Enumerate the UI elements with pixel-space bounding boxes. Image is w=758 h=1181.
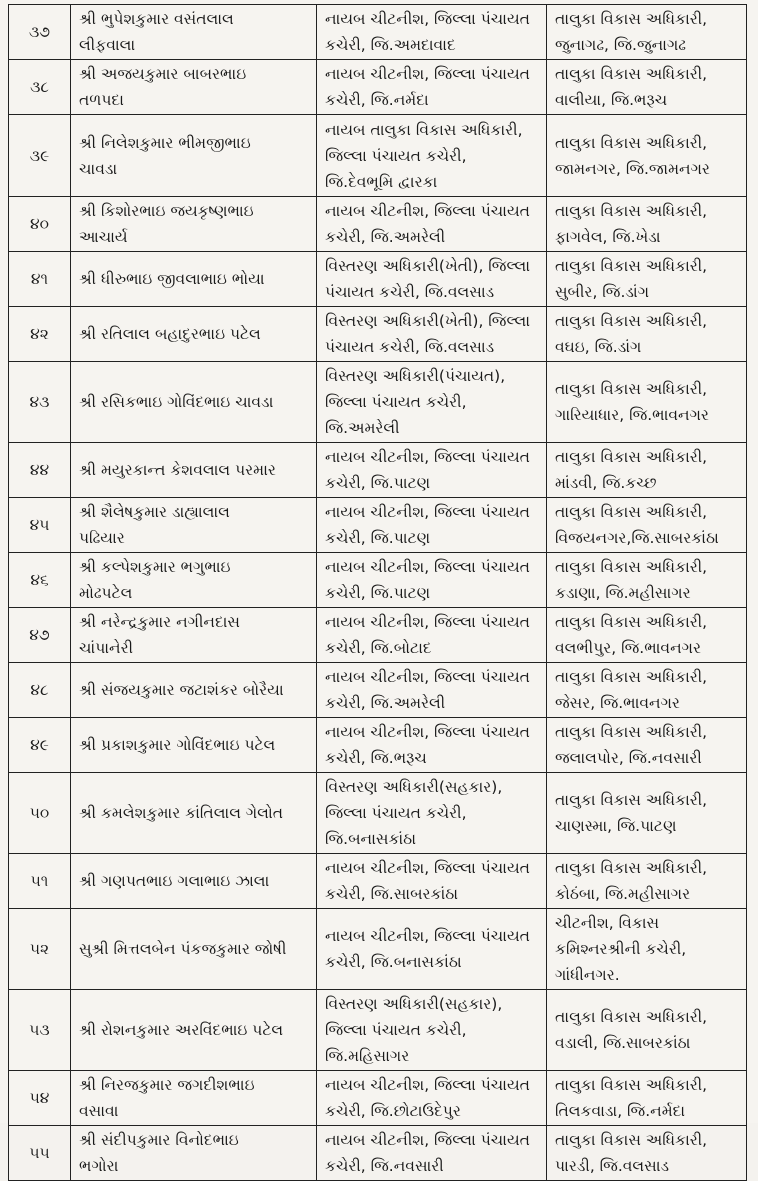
- table-row: [9, 553, 747, 608]
- current-post-cell: વિસ્તરણ અધિકારી(સહકાર), જિલ્લા પંચાયત કચેરી, જિ.બનાસકાંઠા: [317, 773, 547, 854]
- new-posting-cell: તાલુકા વિકાસ અધિકારી, કોઠંબા, જિ.મહીસાગર: [547, 854, 747, 909]
- current-post-cell: નાયબ ચીટનીશ, જિલ્લા પંચાયત કચેરી, જિ.બનાસકાંઠા: [317, 909, 547, 990]
- table-body: [9, 5, 747, 1181]
- current-post-cell: નાયબ ચીટનીશ, જિલ્લા પંચાયત કચેરી, જિ.પાટણ: [317, 443, 547, 498]
- table-row: [9, 252, 747, 307]
- serial-number-cell: ૩૯: [9, 115, 71, 197]
- officer-name-cell: શ્રી રોશનકુમાર અરવિંદભાઇ પટેલ: [71, 990, 317, 1071]
- current-post-cell: નાયબ ચીટનીશ, જિલ્લા પંચાયત કચેરી, જિ.અમરેલી: [317, 663, 547, 718]
- table-row: [9, 1071, 747, 1126]
- new-posting-cell: તાલુકા વિકાસ અધિકારી, જુનાગઢ, જિ.જુનાગઢ: [547, 5, 747, 60]
- table-row: [9, 307, 747, 362]
- new-posting-cell: તાલુકા વિકાસ અધિકારી, વડાલી, જિ.સાબરકાંઠા: [547, 990, 747, 1071]
- officer-name-cell: શ્રી સંજયકુમાર જટાશંકર બોરૈયા: [71, 663, 317, 718]
- serial-number-cell: ૪૫: [9, 498, 71, 553]
- current-post-cell: નાયબ ચીટનીશ, જિલ્લા પંચાયત કચેરી, જિ.બોટાદ: [317, 608, 547, 663]
- new-posting-cell: તાલુકા વિકાસ અધિકારી, જામનગર, જિ.જામનગર: [547, 115, 747, 197]
- officer-name-cell: શ્રી ભુપેશકુમાર વસંતલાલ લીફવાલા: [71, 5, 317, 60]
- officer-name-cell: શ્રી નરેન્દ્રકુમાર નગીનદાસ ચાંપાનેરી: [71, 608, 317, 663]
- current-post-cell: વિસ્તરણ અધિકારી(પંચાયત), જિલ્લા પંચાયત કચેરી, જિ.અમરેલી: [317, 362, 547, 443]
- current-post-cell: નાયબ ચીટનીશ, જિલ્લા પંચાયત કચેરી, જિ.અમદાવાદ: [317, 5, 547, 60]
- table-row: [9, 773, 747, 854]
- transfer-order-table: [8, 4, 747, 1181]
- new-posting-cell: તાલુકા વિકાસ અધિકારી, ચાણસ્મા, જિ.પાટણ: [547, 773, 747, 854]
- officer-name-cell: શ્રી કલ્પેશકુમાર ભગુભાઇ મોઢપટેલ: [71, 553, 317, 608]
- current-post-cell: નાયબ ચીટનીશ, જિલ્લા પંચાયત કચેરી, જિ.અમરેલી: [317, 197, 547, 252]
- serial-number-cell: ૫૦: [9, 773, 71, 854]
- table-row: [9, 443, 747, 498]
- serial-number-cell: ૪૮: [9, 663, 71, 718]
- table-row: [9, 197, 747, 252]
- table-row: [9, 498, 747, 553]
- new-posting-cell: તાલુકા વિકાસ અધિકારી, વિજયનગર,જિ.સાબરકાંઠા: [547, 498, 747, 553]
- officer-name-cell: શ્રી કિશોરભાઇ જયકૃષ્ણભાઇ આચાર્ય: [71, 197, 317, 252]
- new-posting-cell: તાલુકા વિકાસ અધિકારી, તિલકવાડા, જિ.નર્મદા: [547, 1071, 747, 1126]
- officer-name-cell: સુશ્રી મિત્તલબેન પંકજકુમાર જોષી: [71, 909, 317, 990]
- current-post-cell: નાયબ ચીટનીશ, જિલ્લા પંચાયત કચેરી, જિ.સાબરકાંઠા: [317, 854, 547, 909]
- table-row: [9, 362, 747, 443]
- serial-number-cell: ૪૪: [9, 443, 71, 498]
- new-posting-cell: તાલુકા વિકાસ અધિકારી, પારડી, જિ.વલસાડ: [547, 1126, 747, 1181]
- serial-number-cell: ૪૧: [9, 252, 71, 307]
- current-post-cell: વિસ્તરણ અધિકારી(ખેતી), જિલ્લા પંચાયત કચેરી, જિ.વલસાડ: [317, 252, 547, 307]
- officer-name-cell: શ્રી પ્રકાશકુમાર ગોવિંદભાઇ પટેલ: [71, 718, 317, 773]
- officer-name-cell: શ્રી કમલેશકુમાર કાંતિલાલ ગેલોત: [71, 773, 317, 854]
- new-posting-cell: ચીટનીશ, વિકાસ કમિશ્નરશ્રીની કચેરી, ગાંધીનગર.: [547, 909, 747, 990]
- serial-number-cell: ૫૪: [9, 1071, 71, 1126]
- current-post-cell: નાયબ ચીટનીશ, જિલ્લા પંચાયત કચેરી, જિ.પાટણ: [317, 553, 547, 608]
- table-row: [9, 663, 747, 718]
- officer-name-cell: શ્રી ગણપતભાઇ ગલાભાઇ ઝાલા: [71, 854, 317, 909]
- officer-name-cell: શ્રી શૈલેષકુમાર ડાહ્યાલાલ પઢિયાર: [71, 498, 317, 553]
- table-row: [9, 990, 747, 1071]
- new-posting-cell: તાલુકા વિકાસ અધિકારી, કડાણા, જિ.મહીસાગર: [547, 553, 747, 608]
- current-post-cell: નાયબ ચીટનીશ, જિલ્લા પંચાયત કચેરી, જિ.નર્મદા: [317, 60, 547, 115]
- serial-number-cell: ૪૭: [9, 608, 71, 663]
- new-posting-cell: તાલુકા વિકાસ અધિકારી, વલભીપુર, જિ.ભાવનગર: [547, 608, 747, 663]
- current-post-cell: નાયબ તાલુકા વિકાસ અધિકારી, જિલ્લા પંચાયત કચેરી, જિ.દેવભૂમિ દ્વારકા: [317, 115, 547, 197]
- current-post-cell: નાયબ ચીટનીશ, જિલ્લા પંચાયત કચેરી, જિ.છોટાઉદેપુર: [317, 1071, 547, 1126]
- current-post-cell: નાયબ ચીટનીશ, જિલ્લા પંચાયત કચેરી, જિ.પાટણ: [317, 498, 547, 553]
- table-row: [9, 854, 747, 909]
- table-row: [9, 5, 747, 60]
- officer-name-cell: શ્રી નિરજકુમાર જગદીશભાઇ વસાવા: [71, 1071, 317, 1126]
- serial-number-cell: ૪૨: [9, 307, 71, 362]
- table-row: [9, 1126, 747, 1181]
- serial-number-cell: ૫૨: [9, 909, 71, 990]
- serial-number-cell: ૫૩: [9, 990, 71, 1071]
- current-post-cell: વિસ્તરણ અધિકારી(ખેતી), જિલ્લા પંચાયત કચેરી, જિ.વલસાડ: [317, 307, 547, 362]
- new-posting-cell: તાલુકા વિકાસ અધિકારી, સુબીર, જિ.ડાંગ: [547, 252, 747, 307]
- officer-name-cell: શ્રી મયુરકાન્ત કેશવલાલ પરમાર: [71, 443, 317, 498]
- serial-number-cell: ૩૭: [9, 5, 71, 60]
- new-posting-cell: તાલુકા વિકાસ અધિકારી, જલાલપોર, જિ.નવસારી: [547, 718, 747, 773]
- new-posting-cell: તાલુકા વિકાસ અધિકારી, જેસર, જિ.ભાવનગર: [547, 663, 747, 718]
- new-posting-cell: તાલુકા વિકાસ અધિકારી, વાલીયા, જિ.ભરૂચ: [547, 60, 747, 115]
- table-row: [9, 909, 747, 990]
- current-post-cell: નાયબ ચીટનીશ, જિલ્લા પંચાયત કચેરી, જિ.નવસારી: [317, 1126, 547, 1181]
- new-posting-cell: તાલુકા વિકાસ અધિકારી, ગારિયાધાર, જિ.ભાવનગર: [547, 362, 747, 443]
- serial-number-cell: ૪૬: [9, 553, 71, 608]
- officer-name-cell: શ્રી રસિકભાઇ ગોવિંદભાઇ ચાવડા: [71, 362, 317, 443]
- serial-number-cell: ૪૩: [9, 362, 71, 443]
- officer-name-cell: શ્રી અજયકુમાર બાબરભાઇ તળપદા: [71, 60, 317, 115]
- table-row: [9, 115, 747, 197]
- new-posting-cell: તાલુકા વિકાસ અધિકારી, ફાગવેલ, જિ.ખેડા: [547, 197, 747, 252]
- new-posting-cell: તાલુકા વિકાસ અધિકારી, માંડવી, જિ.કચ્છ: [547, 443, 747, 498]
- table-row: [9, 60, 747, 115]
- table-row: [9, 718, 747, 773]
- officer-name-cell: શ્રી રતિલાલ બહાદુરભાઇ પટેલ: [71, 307, 317, 362]
- serial-number-cell: ૪૦: [9, 197, 71, 252]
- table-row: [9, 608, 747, 663]
- current-post-cell: નાયબ ચીટનીશ, જિલ્લા પંચાયત કચેરી, જિ.ભરૂચ: [317, 718, 547, 773]
- serial-number-cell: ૪૯: [9, 718, 71, 773]
- current-post-cell: વિસ્તરણ અધિકારી(સહકાર), જિલ્લા પંચાયત કચેરી, જિ.મહિસાગર: [317, 990, 547, 1071]
- serial-number-cell: ૩૮: [9, 60, 71, 115]
- new-posting-cell: તાલુકા વિકાસ અધિકારી, વઘઇ, જિ.ડાંગ: [547, 307, 747, 362]
- officer-name-cell: શ્રી નિલેશકુમાર ભીમજીભાઇ ચાવડા: [71, 115, 317, 197]
- serial-number-cell: ૫૫: [9, 1126, 71, 1181]
- officer-name-cell: શ્રી સંદીપકુમાર વિનોદભાઇ ભગોરા: [71, 1126, 317, 1181]
- serial-number-cell: ૫૧: [9, 854, 71, 909]
- officer-name-cell: શ્રી ધીરુભાઇ જીવલાભાઇ ભોયા: [71, 252, 317, 307]
